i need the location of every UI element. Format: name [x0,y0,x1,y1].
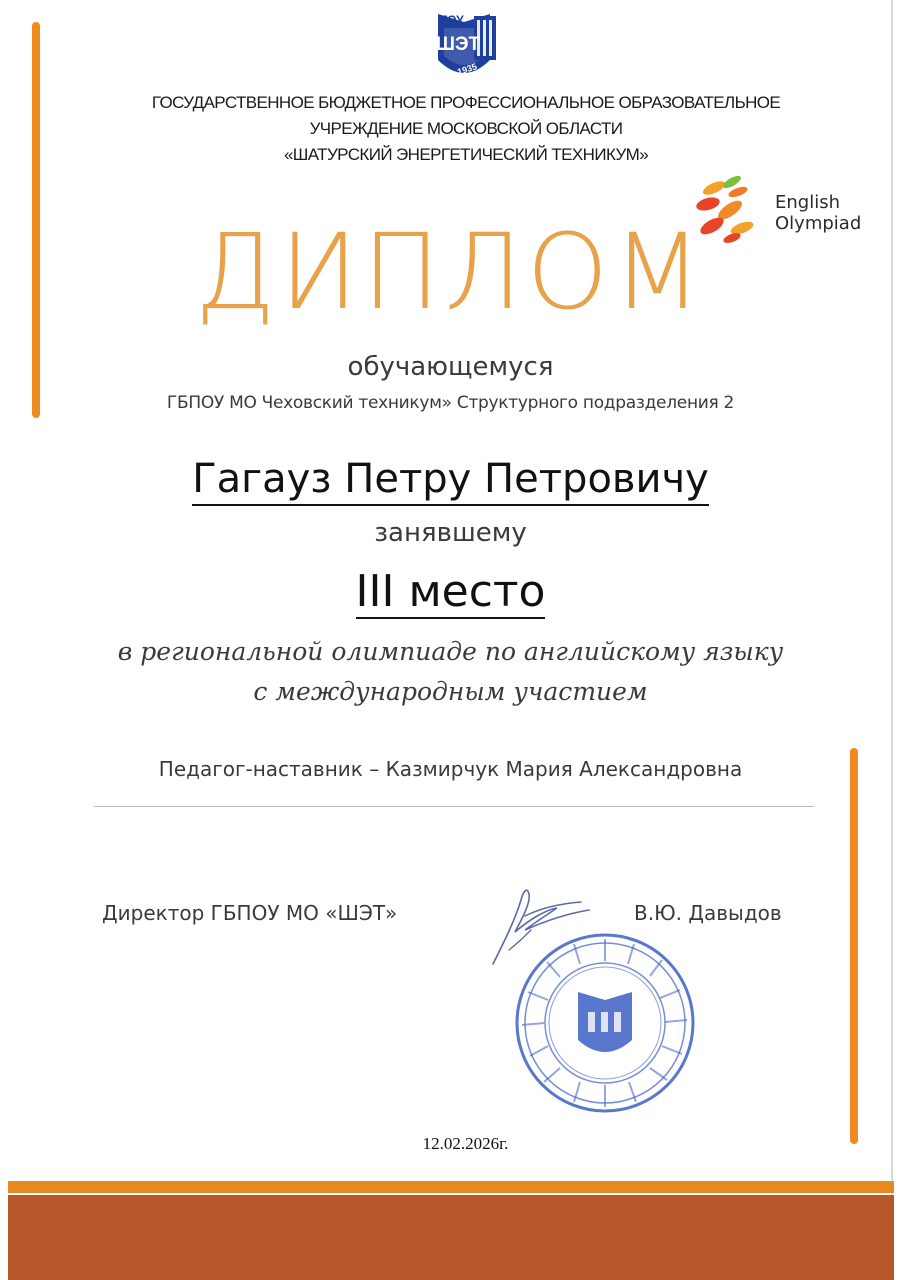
mentor-line: Педагог-наставник – Казмирчук Мария Александровна [158,757,743,781]
recipient-org: ГБПОУ МО Чеховский техникум» Структурного подразделения 2 [166,393,735,413]
institution-line-2: УЧРЕЖДЕНИЕ МОСКОВСКОЙ ОБЛАСТИ [309,119,623,138]
place-value: III место [355,566,546,617]
place-row [0,563,901,621]
institution-name [80,90,852,168]
footer-brown-band [8,1195,894,1280]
institution-line-3: «ШАТУРСКИЙ ЭНЕРГЕТИЧЕСКИЙ ТЕХНИКУМ» [283,145,649,164]
logo-text-mid: ШЭТ [435,34,481,55]
director-name: В.Ю. Давыдов [634,901,782,925]
footer-orange-strip [8,1181,894,1193]
occupied-label: занявшему [374,518,527,548]
olympiad-line-2: с международным участием [253,677,648,706]
director-signature [485,880,595,970]
right-accent-bar [850,748,858,1144]
director-title: Директор ГБПОУ МО «ШЭТ» [102,901,398,925]
diploma-title: ДИПЛОМ [194,211,707,333]
olympiad-description [0,632,901,712]
logo-text-top: ГОУ [440,13,464,27]
logo-text-year: 1935 [456,61,479,77]
issue-date: 12.02.2026г. [422,1134,509,1153]
eo-text-line-2: Olympiad [775,213,862,234]
recipient-name-row [0,452,901,506]
recipient-name: Гагауз Петру Петровичу [192,456,709,506]
eo-text-line-1: English [775,192,840,213]
olympiad-line-1: в региональной олимпиаде по английскому языку [117,637,784,666]
recipient-label: обучающемуся [347,352,554,382]
institution-logo [424,8,504,86]
divider [94,806,814,807]
institution-line-1: ГОСУДАРСТВЕННОЕ БЮДЖЕТНОЕ ПРОФЕССИОНАЛЬНОЕ ОБРАЗОВАТЕЛЬНОЕ [151,93,781,112]
